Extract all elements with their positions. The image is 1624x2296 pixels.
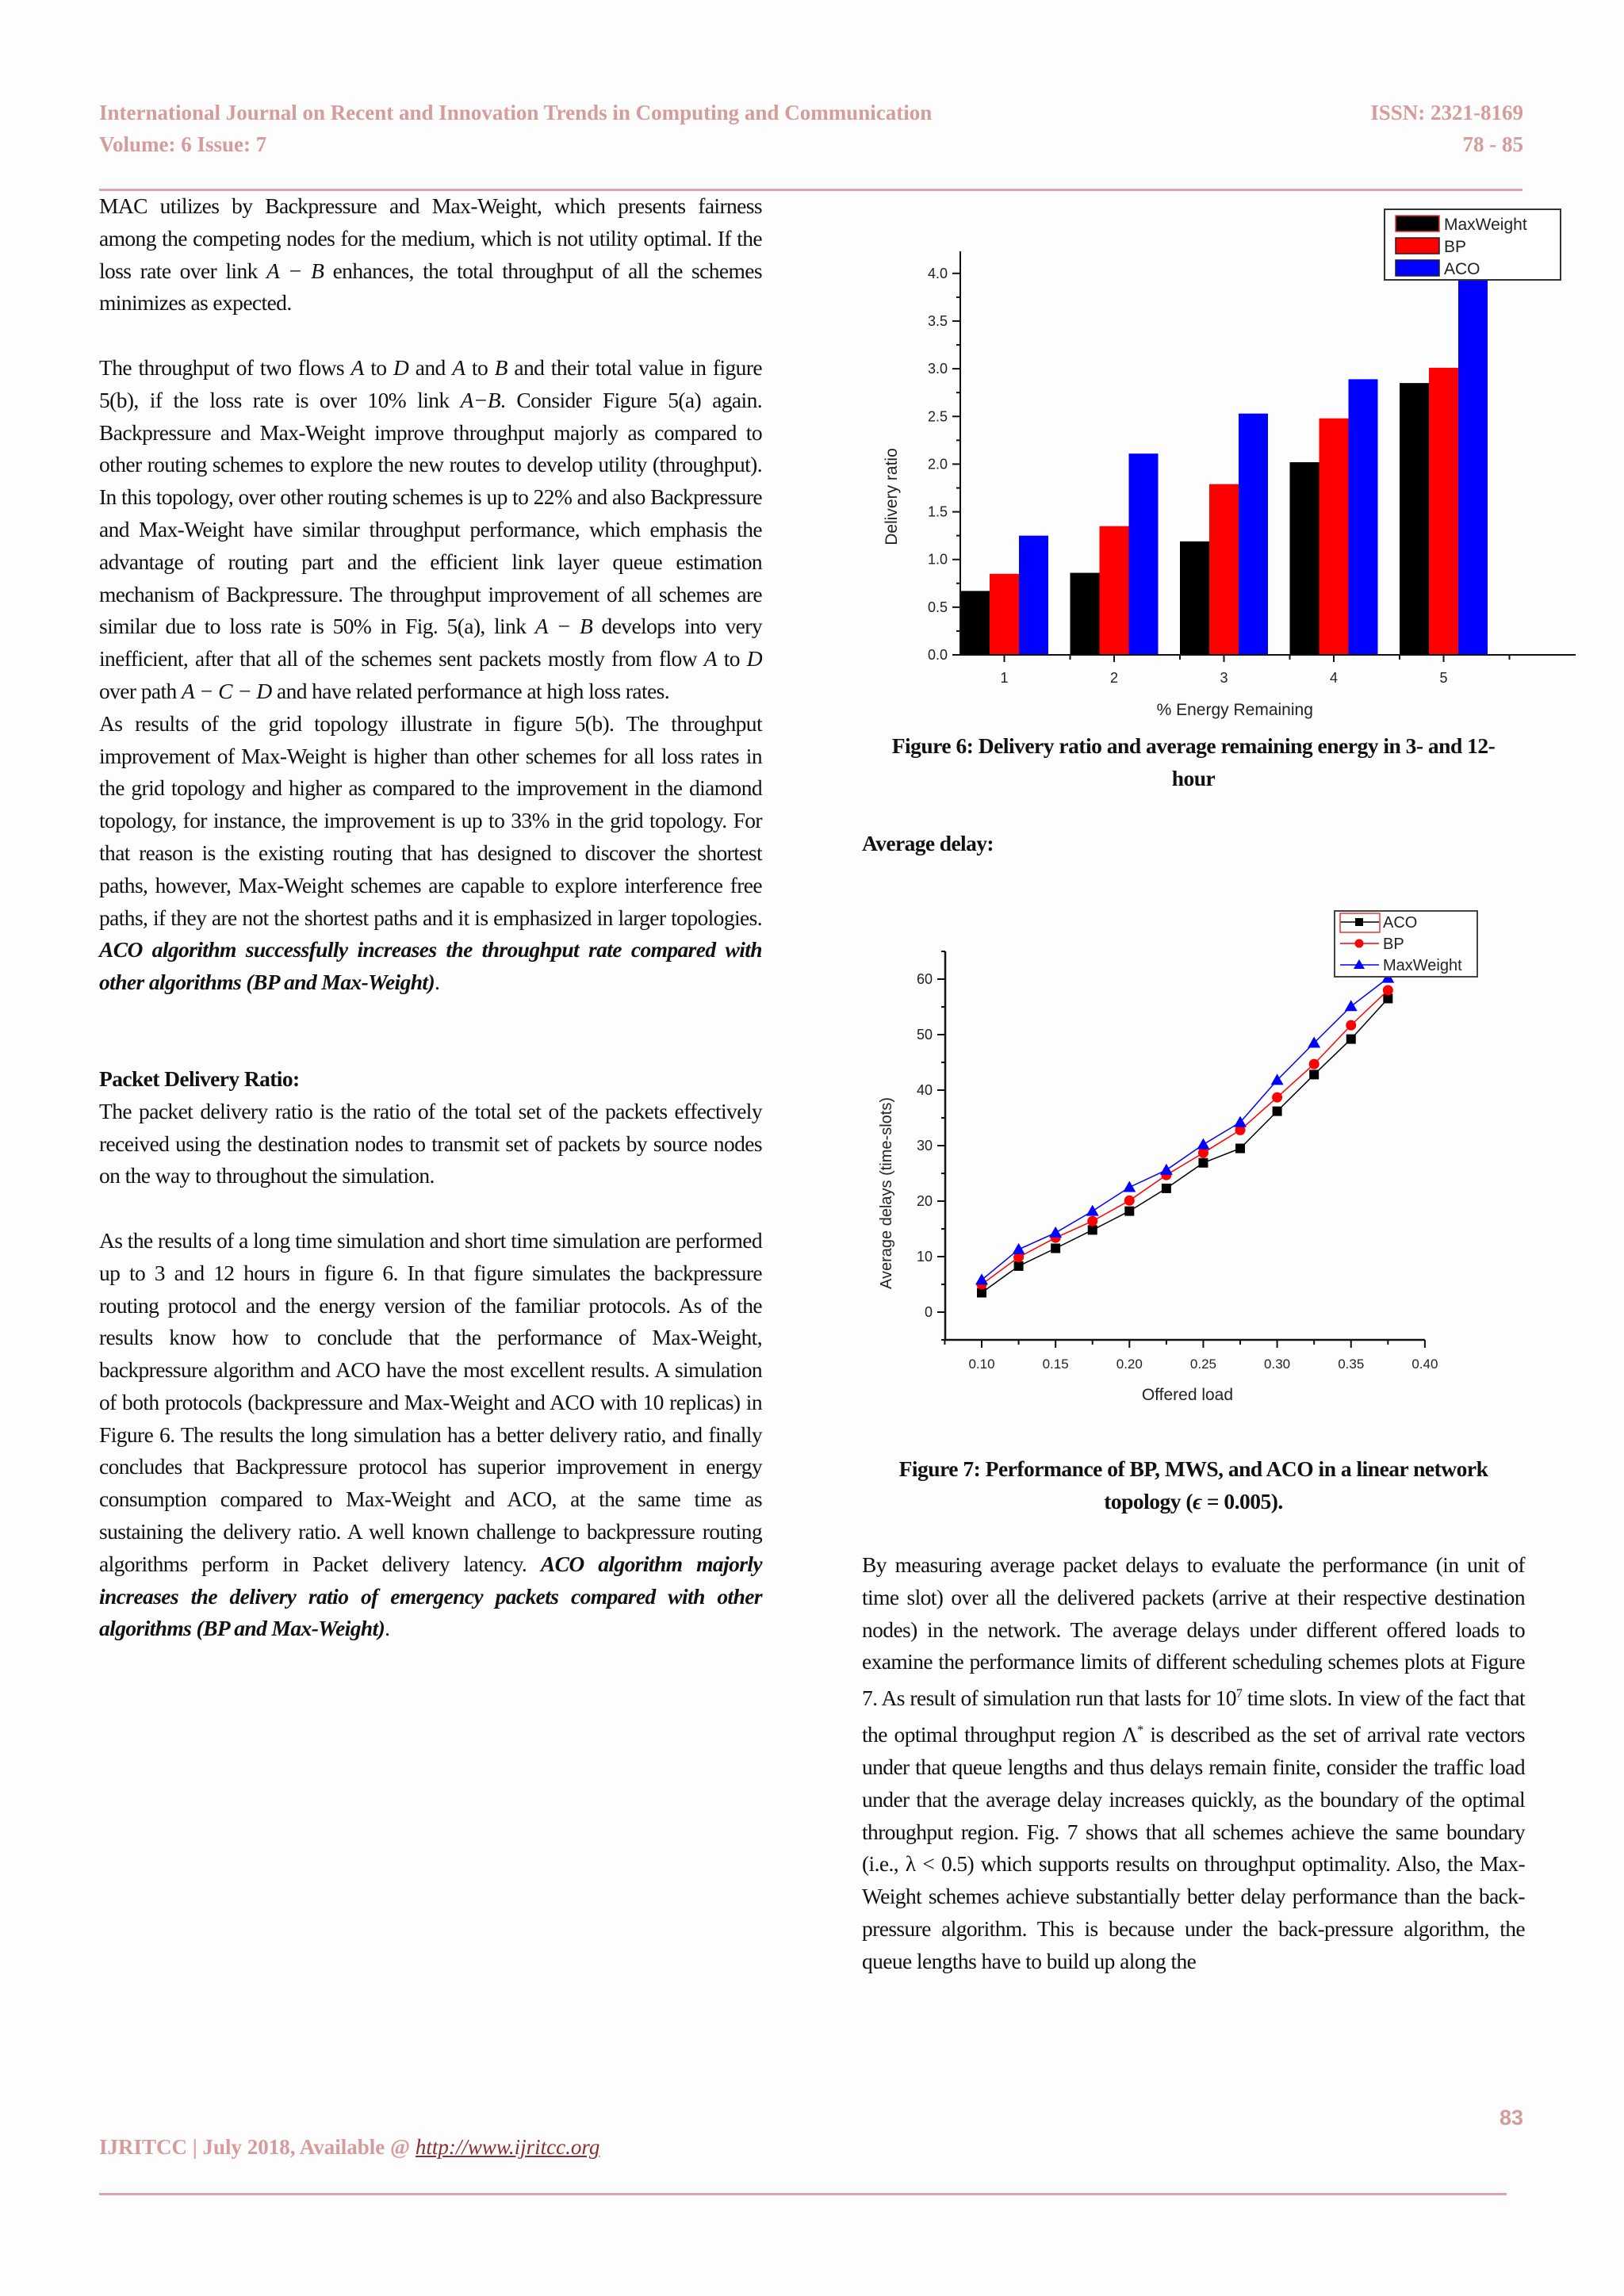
paragraph: MAC utilizes by Backpressure and Max-Weight, which presents fairness among the competing nodes for the medium, which is not utility optimal. If the loss rate over link A − B enhances, the total throughput of all the schemes minimizes as expected. [99,193,762,316]
svg-text:1.0: 1.0 [927,551,948,568]
figure-7-line-chart [862,896,1576,1403]
bar-aco-4 [1349,379,1378,655]
svg-text:10: 10 [916,1249,933,1265]
svg-text:20: 20 [916,1193,933,1209]
svg-text:3.5: 3.5 [927,312,948,329]
svg-text:MaxWeight: MaxWeight [1444,216,1527,234]
svg-text:4.0: 4.0 [927,265,948,281]
chart-legend [1335,911,1477,977]
footer-divider [99,2193,1507,2195]
journal-title: International Journal on Recent and Innovation Trends in Computing and Communication [99,101,933,124]
page-number: 83 [1499,2106,1523,2130]
svg-text:Average delays (time-slots): Average delays (time-slots) [878,1097,895,1289]
svg-text:0.35: 0.35 [1338,1357,1365,1372]
journal-header-right [1370,97,1523,160]
svg-text:0: 0 [924,1304,933,1320]
bar-maxweight-4 [1290,462,1320,655]
volume-issue: Volume: 6 Issue: 7 [99,132,267,156]
bar-maxweight-3 [1180,541,1209,655]
bar-aco-5 [1458,279,1488,655]
paragraph: The packet delivery ratio is the ratio of the total set of the packets effectively received using the destination nodes to transmit set of packets by source nodes on the way to throughout the simulation. [99,1098,762,1188]
bar-aco-3 [1239,414,1268,655]
svg-text:1.5: 1.5 [927,503,948,520]
svg-text:0.0: 0.0 [927,647,948,663]
figure-6-caption: Figure 6: Delivery ratio and average remaining energy in 3- and 12-hour [891,733,1496,790]
svg-text:2: 2 [1109,670,1119,686]
left-column [99,190,762,1645]
svg-text:BP: BP [1444,238,1467,256]
svg-text:40: 40 [916,1082,933,1098]
svg-text:0.10: 0.10 [968,1357,995,1372]
series-line-bp [982,990,1388,1284]
series-line-aco [982,999,1388,1293]
svg-text:0.40: 0.40 [1411,1357,1438,1372]
svg-text:MaxWeight: MaxWeight [1383,957,1462,974]
paragraph: As the results of a long time simulation and short time simulation are performed up to 3 and 12 hours in figure 6. In that figure simulates the backpressure routing protocol and the energy version of the familiar protocols. As of the results know how to conclude that the performance of Max-Weight, backpressure algorithm and ACO have the most excellent results. A simulation of both protocols (backpressure and Max-Weight and ACO with 10 replicas) in Figure 6. The results the long simulation has a better delivery ratio, and finally concludes that Backpressure protocol has superior improvement in energy consumption compared to Max-Weight and ACO, at the same time as sustaining the delivery ratio. A well known challenge to backpressure routing algorithms perform in Packet delivery latency. ACO algorithm majorly increases the delivery ratio of emergency packets compared with other algorithms (BP and Max-Weight). [99,1227,762,1641]
bar-maxweight-1 [960,591,990,655]
bar-aco-1 [1019,536,1048,655]
paragraph: The throughput of two flows A to D and A to B and their total value in figure 5(b), if the loss rate is over 10% link A−B. Consider Figure 5(a) again. Backpressure and Max-Weight improve throughput majorly as compared to other routing schemes to explore the new routes to develop utility (throughput). In this topology, over other routing schemes is up to 22% and also Backpressure and Max-Weight have similar throughput performance, which emphasis the advantage of routing part and the efficient link layer queue estimation mechanism of Backpressure. The throughput improvement of all schemes are similar due to loss rate is 50% in Fig. 5(a), link A − B develops into very inefficient, after that all of the schemes sent packets mostly from flow A to D over path A − C − D and have related performance at high loss rates. [99,354,763,703]
page-range: 78 - 85 [1462,132,1523,156]
bar-bp-4 [1320,419,1349,655]
figure-7-caption: Figure 7: Performance of BP, MWS, and ACO in a linear network topology (ϵ = 0.005). [898,1456,1488,1513]
svg-text:Delivery ratio: Delivery ratio [883,448,901,545]
svg-text:50: 50 [916,1027,933,1043]
chart-legend [1385,209,1561,280]
bar-maxweight-2 [1071,573,1100,655]
svg-text:0.5: 0.5 [927,599,948,615]
paragraph: As results of the grid topology illustrate in figure 5(b). The throughput improvement of Max-Weight is higher than other schemes for all loss rates in the grid topology and higher as compared to the improvement in the diamond topology, for instance, the improvement is up to 33% in the grid topology. For that reason is the existing routing that has designed to discover the shortest paths, however, Max-Weight schemes are capable to explore interference free paths, if they are not the shortest paths and it is emphasized in larger topologies. ACO algorithm successfully increases the throughput rate compared with other algorithms (BP and Max-Weight). [99,710,762,995]
section-heading: Packet Delivery Ratio: [99,1066,300,1091]
bar-bp-2 [1100,526,1129,655]
svg-text:3.0: 3.0 [927,361,948,377]
bar-maxweight-5 [1400,383,1429,655]
average-delay-heading: Average delay: [862,831,994,855]
bar-aco-2 [1129,453,1159,655]
svg-text:3: 3 [1220,670,1228,686]
footer: IJRITCC | July 2018, Available @ http://www.ijritcc.org [99,2135,600,2159]
journal-website-link[interactable]: http://www.ijritcc.org [415,2135,600,2159]
svg-text:0.15: 0.15 [1042,1357,1069,1372]
issn: ISSN: 2321-8169 [1370,101,1523,124]
bar-bp-1 [990,574,1019,655]
svg-text:0.30: 0.30 [1264,1357,1291,1372]
svg-text:5: 5 [1439,670,1448,686]
svg-text:0.20: 0.20 [1116,1357,1143,1372]
svg-text:4: 4 [1329,670,1339,686]
svg-text:30: 30 [916,1138,933,1154]
figure-6-bar-chart [862,198,1576,721]
paragraph: By measuring average packet delays to evaluate the performance (in unit of time slot) over all the delivered packets (arrive at their respective destination nodes) in the network. The average delays under different offered loads to examine the performance limits of different scheduling schemes plots at Figure 7. As result of simulation run that lasts for $10^7$ time slots. In view of the fact that the optimal throughput region Λ* is described as the set of arrival rate vectors under that queue lengths and thus delays remain finite, consider the traffic load under that the average delay increases quickly, as the boundary of the optimal throughput region. Fig. 7 shows that all schemes achieve the same boundary (i.e., λ < 0.5) which supports results on throughput optimality. Also, the Max-Weight schemes achieve substantially better delay performance than the back-pressure algorithm. This is because under the back-pressure algorithm, the queue lengths have to build up along the [862,1552,1525,1973]
svg-text:% Energy Remaining: % Energy Remaining [1156,701,1313,719]
svg-text:60: 60 [916,971,933,987]
bar-bp-3 [1209,484,1239,655]
svg-text:BP: BP [1383,936,1404,953]
series-line-maxweight [982,978,1388,1280]
svg-text:ACO: ACO [1444,260,1480,278]
svg-text:Offered load: Offered load [1141,1386,1234,1403]
right-column-text [862,1549,1525,1978]
svg-text:0.25: 0.25 [1189,1357,1216,1372]
svg-text:2.0: 2.0 [927,456,948,473]
svg-text:ACO: ACO [1383,914,1418,932]
journal-header [99,97,932,160]
bar-bp-5 [1429,368,1458,655]
svg-text:2.5: 2.5 [927,408,948,425]
svg-text:1: 1 [1000,670,1009,686]
